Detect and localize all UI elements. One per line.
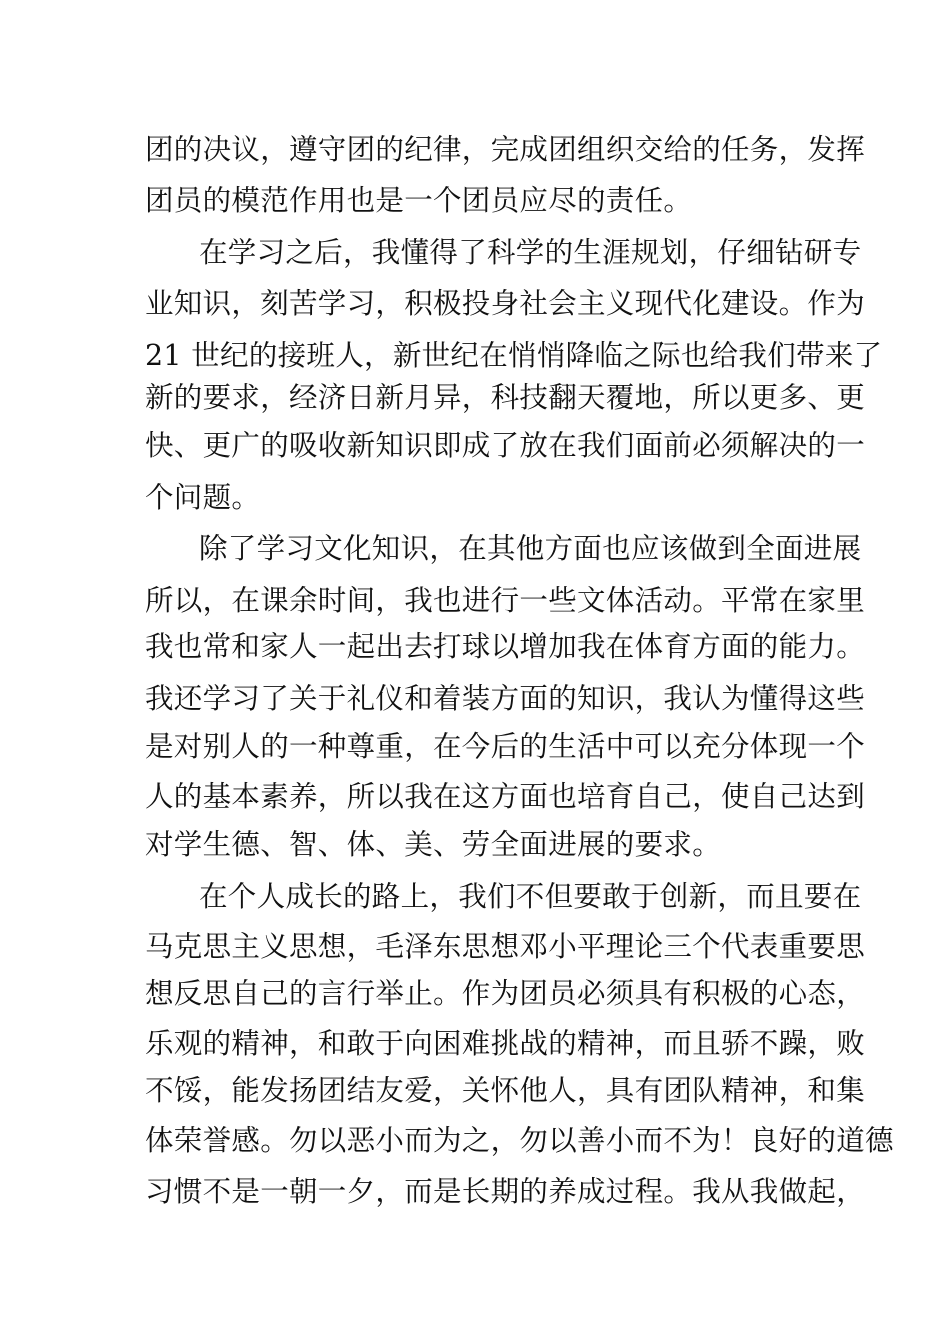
text-line: 业知识，刻苦学习，积极投身社会主义现代化建设。作为 <box>145 287 866 320</box>
text-line: 新的要求，经济日新月异，科技翻天覆地，所以更多、更 <box>145 381 866 414</box>
text-line: 对学生德、智、体、美、劳全面进展的要求。 <box>145 828 722 861</box>
text-line: 快、更广的吸收新知识即成了放在我们面前必须解决的一 <box>145 429 866 462</box>
text-line: 所以，在课余时间，我也进行一些文体活动。平常在家里 <box>145 584 866 617</box>
text-line: 人的基本素养，所以我在这方面也培育自己，使自己达到 <box>145 780 866 813</box>
text-line: 不馁，能发扬团结友爱，关怀他人，具有团队精神，和集 <box>145 1074 866 1107</box>
text-line: 个问题。 <box>145 481 261 514</box>
text-line: 想反思自己的言行举止。作为团员必须具有积极的心态， <box>145 977 866 1010</box>
text-line: 我还学习了关于礼仪和着装方面的知识，我认为懂得这些 <box>145 682 866 715</box>
text-line: 马克思主义思想，毛泽东思想邓小平理论三个代表重要思 <box>145 930 866 963</box>
text-line: 我也常和家人一起出去打球以增加我在体育方面的能力。 <box>145 630 866 663</box>
text-line: 团的决议，遵守团的纪律，完成团组织交给的任务，发挥 <box>145 133 866 166</box>
text-line: 团员的模范作用也是一个团员应尽的责任。 <box>145 184 693 217</box>
paragraph-start-line: 在个人成长的路上，我们不但要敢于创新，而且要在 <box>199 880 862 913</box>
text-line: 21 世纪的接班人，新世纪在悄悄降临之际也给我们带来了 <box>145 339 883 372</box>
text-line: 习惯不是一朝一夕，而是长期的养成过程。我从我做起， <box>145 1175 866 1208</box>
paragraph-start-line: 除了学习文化知识，在其他方面也应该做到全面进展 <box>199 532 862 565</box>
paragraph-start-line: 在学习之后，我懂得了科学的生涯规划，仔细钻研专 <box>199 236 862 269</box>
text-line: 体荣誉感。勿以恶小而为之，勿以善小而不为！良好的道德 <box>145 1124 894 1157</box>
text-line: 是对别人的一种尊重，在今后的生活中可以充分体现一个 <box>145 730 866 763</box>
text-line: 乐观的精神，和敢于向困难挑战的精神，而且骄不躁，败 <box>145 1027 866 1060</box>
